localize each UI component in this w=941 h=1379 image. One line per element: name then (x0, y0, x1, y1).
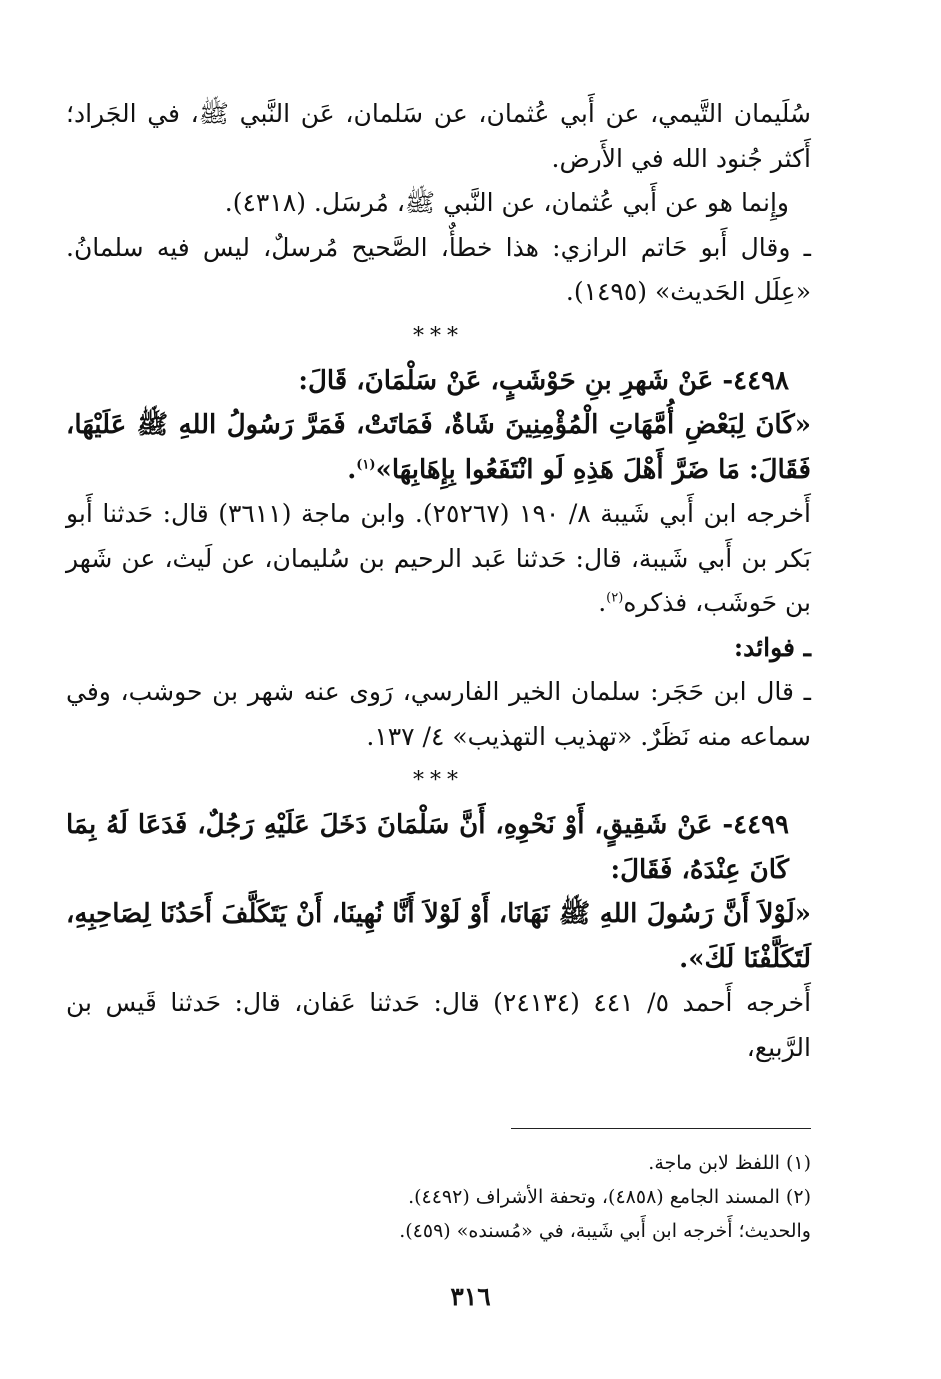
hadith-4498-text (66, 403, 811, 492)
section-separator: *** (413, 768, 464, 793)
hadith-4499-heading: ٤٤٩٩- عَنْ شَقِيقٍ، أَوْ نَحْوِهِ، أَنَّ سَلْمَانَ دَخَلَ عَلَيْهِ رَجُلٌ، فَدَعَا لَهُ بِمَا كَانَ عِنْدَهُ، فَقَالَ: (66, 810, 789, 885)
hadith-4498-heading: ٤٤٩٨- عَنْ شَهرِ بنِ حَوْشَبٍ، عَنْ سَلْمَانَ، قَالَ: (298, 365, 789, 396)
hadith-4499-takhrij: أَخرجه أَحمد ٥/ ٤٤١ (٢٤١٣٤) قال: حَدثنا عَفان، قال: حَدثنا قَيس بن الرَّبيع، (66, 988, 812, 1062)
fawaid-heading: ـ فوائد: (733, 632, 811, 662)
footnote-ref-2: (٢) (606, 590, 624, 606)
footnote-1: (١) اللفظ لابن ماجة. (648, 1152, 811, 1174)
paragraph-note: وإِنما هو عن أَبي عُثمان، عن النَّبي ﷺ، مُرسَل. (٤٣١٨). (224, 188, 789, 217)
paragraph-continuation: سُلَيمان التَّيمي، عن أَبي عُثمان، عن سَلمان، عَن النَّبي ﷺ، في الجَراد؛ أَكثر جُنود الله في الأَرض. (66, 99, 811, 173)
hadith-4499-text: «لَوْلاَ أَنَّ رَسُولَ اللهِ ﷺ نَهَانَا، أَوْ لَوْلاَ أَنَّا نُهِينَا، أَنْ يَتَكَلَّفَ أَحَدُنَا لِصَاحِبِهِ، لَتَكَلَّفْنَا لَكَ». (66, 899, 811, 974)
page-number: ٣١٦ (450, 1282, 491, 1311)
takhrij-end: . (598, 588, 607, 617)
takhrij-text: أَخرجه ابن أَبي شَيبة ٨/ ١٩٠ (٢٥٢٦٧). وابن ماجة (٣٦١١) قال: حَدثنا أَبو بَكر بن أَبي شَيبة، قال: حَدثنا عَبد الرحيم بن سُليمان، عن لَيث، عن شَهر بن حَوشَب، فذكره (66, 499, 811, 617)
paragraph-abu-hatim: ـ وقال أَبو حَاتم الرازي: هذا خطأٌ، الصَّحيح مُرسلٌ، ليس فيه سلمانُ. «عِلَل الحَديث» (١٤٩٥). (66, 232, 811, 306)
footnote-2-continuation: والحديث؛ أَخرجه ابن أَبي شَيبة، في «مُسنده» (٤٥٩). (399, 1220, 811, 1242)
hadith-4498-end: . (347, 454, 357, 485)
paragraph-ibn-hajar: ـ قال ابن حَجَر: سلمان الخير الفارسي، رَوى عنه شهر بن حوشب، وفي سماعه منه نَظَرٌ. «تهذيب التهذيب» ٤/ ١٣٧. (66, 677, 811, 751)
footnote-2: (٢) المسند الجامع (٤٨٥٨)، وتحفة الأشراف (٤٤٩٢). (408, 1186, 811, 1208)
hadith-4498-matn: «كَانَ لِبَعْضِ أُمَّهَاتِ الْمُؤْمِنِينَ شَاةٌ، فَمَاتَتْ، فَمَرَّ رَسُولُ اللهِ ﷺ عَلَيْهَا، فَقَالَ: مَا ضَرَّ أَهْلَ هَذِهِ لَو انْتَفَعُوا بِإِهَابِهَا» (66, 410, 811, 485)
footnote-ref-1: (١) (356, 456, 376, 472)
footnotes (66, 1146, 811, 1248)
hadith-4498-takhrij (66, 492, 811, 626)
section-separator: *** (413, 323, 464, 349)
main-text (66, 92, 811, 1070)
footnote-divider (511, 1128, 811, 1129)
